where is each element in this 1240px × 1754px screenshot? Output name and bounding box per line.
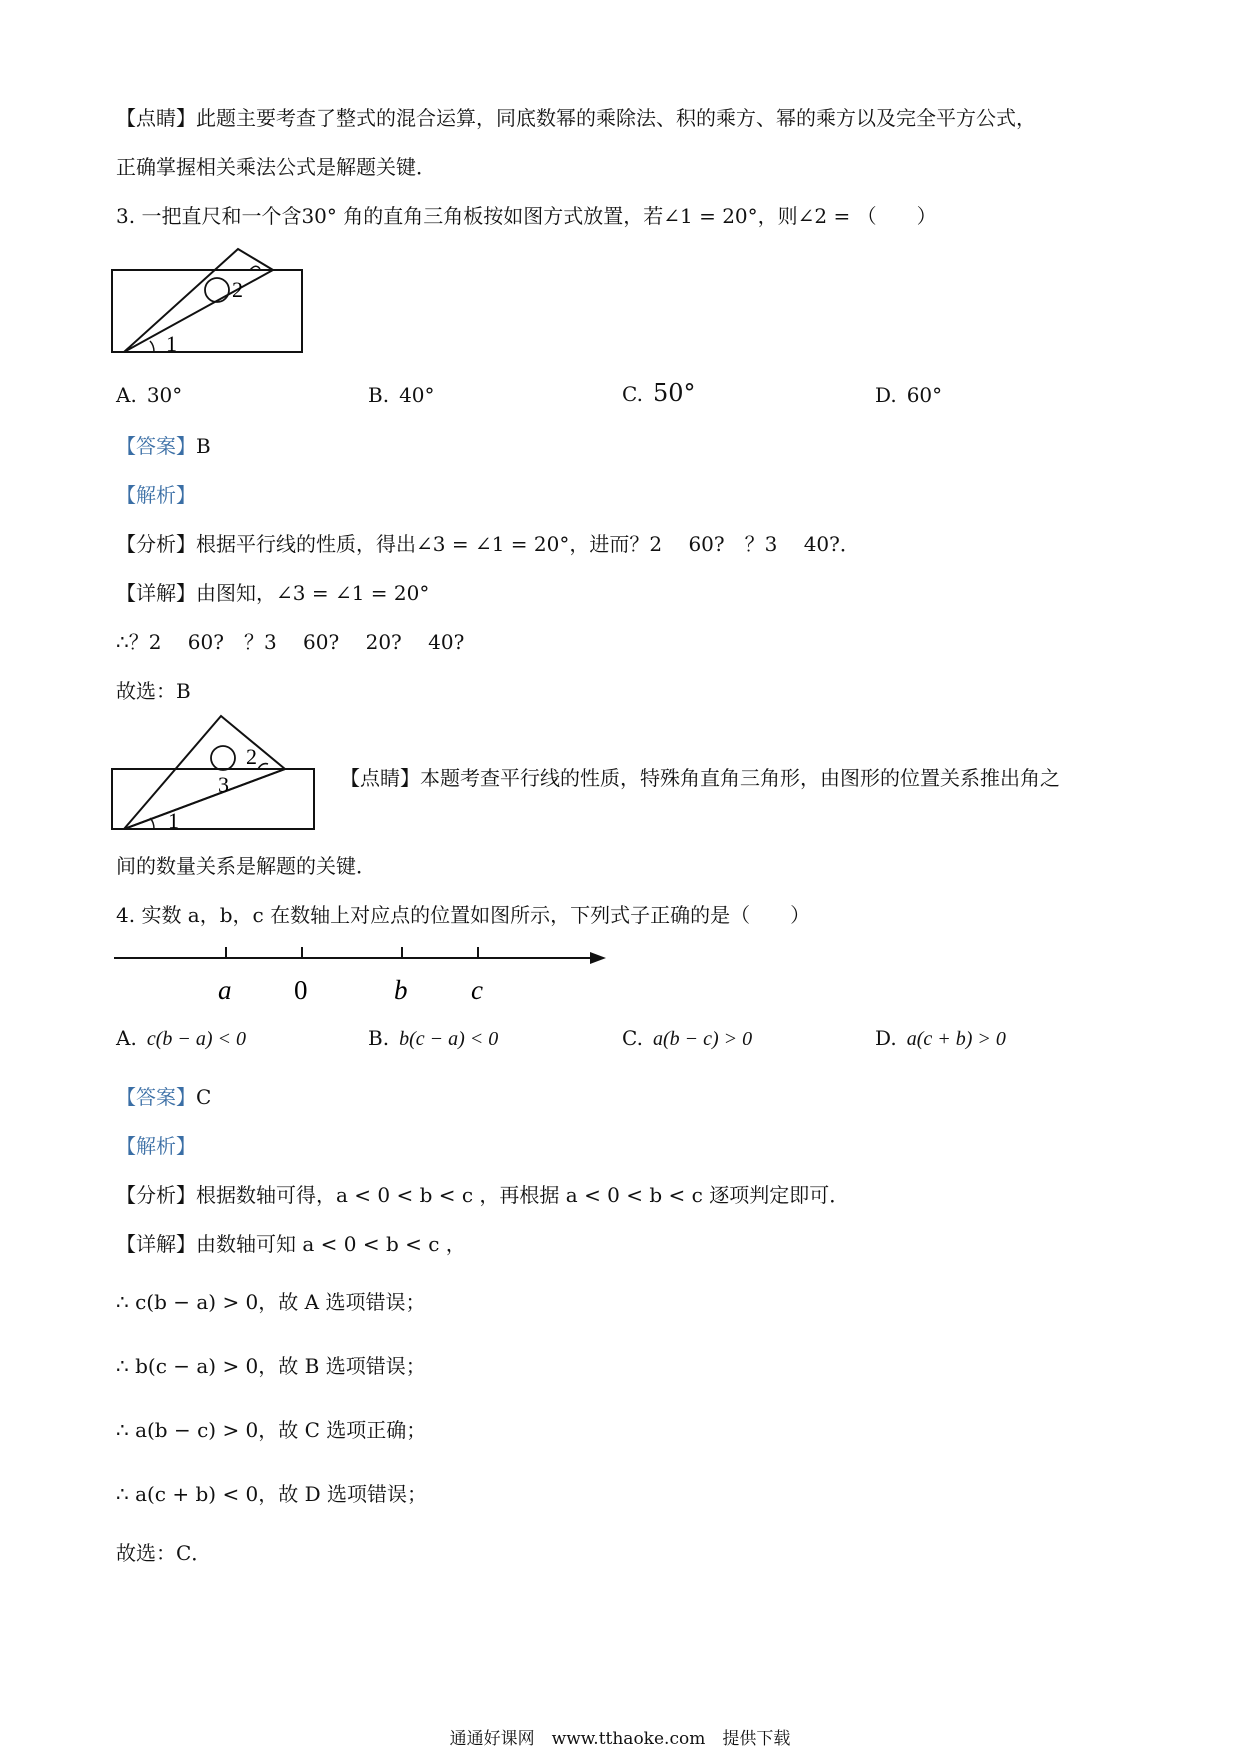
angle-3-label: 3 xyxy=(218,772,229,797)
q4-option-a: A. c(b − a) < 0 xyxy=(116,1026,247,1050)
number-line xyxy=(112,938,612,1010)
triangle-hole xyxy=(205,278,229,302)
q3-option-d: D. 60° xyxy=(875,383,943,407)
q3-figure xyxy=(110,245,310,360)
page-footer: 通通好课网 www.tthaoke.com 提供下载 xyxy=(449,1729,791,1749)
triangle xyxy=(124,716,285,829)
angle-1-label: 1 xyxy=(166,331,177,356)
q3-dianjing: 【点睛】本题考查平行线的性质，特殊角直角三角形，由图形的位置关系推出角之 xyxy=(340,766,1060,790)
q4-analysis-tag: 【解析】 xyxy=(116,1134,196,1158)
q4-fenxi: 【分析】根据数轴可得，a < 0 < b < c ，再根据 a < 0 < b < c 逐项判定即可． xyxy=(116,1183,850,1207)
q3-stem: 3. 一把直尺和一个含30° 角的直角三角板按如图方式放置，若∠1 = 20°，则∠2 = （ ） xyxy=(116,204,937,228)
axis-label-0: 0 xyxy=(294,975,308,1005)
axis-label-c: c xyxy=(471,975,483,1005)
q3-xiangjie: 【详解】由图知，∠3 = ∠1 = 20° xyxy=(116,581,430,605)
q3-option-c: C. 50° xyxy=(622,379,696,407)
q3-choose: 故选：B xyxy=(116,679,191,703)
q3-option-a: A. 30° xyxy=(116,383,183,407)
q4-step-a: ∴ c(b − a) > 0，故 A 选项错误； xyxy=(116,1290,426,1314)
q4-stem: 4. 实数 a，b，c 在数轴上对应点的位置如图所示，下列式子正确的是（ ） xyxy=(116,903,811,927)
angle-1-label: 1 xyxy=(168,808,179,833)
q3-fenxi: 【分析】根据平行线的性质，得出∠3 = ∠1 = 20°，进而？2 60? ？3 40?． xyxy=(116,532,860,556)
comment-tag: 【点睛】 xyxy=(116,106,196,130)
q4-step-d: ∴ a(c + b) < 0，故 D 选项错误； xyxy=(116,1482,428,1506)
q3-dianjing-line2: 间的数量关系是解题的关键． xyxy=(116,854,376,878)
q3-therefore: ∴？2 60? ？3 60? 20? 40? xyxy=(116,630,465,654)
q4-option-c: C. a(b − c) > 0 xyxy=(622,1026,753,1050)
angle-2-label: 2 xyxy=(246,744,257,769)
q4-step-c: ∴ a(b − c) > 0，故 C 选项正确； xyxy=(116,1418,427,1442)
q4-option-d: D. a(c + b) > 0 xyxy=(875,1026,1006,1050)
triangle xyxy=(124,249,273,352)
q3-analysis-tag: 【解析】 xyxy=(116,483,196,507)
comment-text: 此题主要考查了整式的混合运算，同底数幂的乘除法、积的乘方、幂的乘方以及完全平方公式， xyxy=(196,106,1036,130)
arrow-head xyxy=(590,952,606,964)
q3-option-b: B. 40° xyxy=(368,383,435,407)
axis-label-a: a xyxy=(218,975,232,1005)
q4-step-b: ∴ b(c − a) > 0，故 B 选项错误； xyxy=(116,1354,426,1378)
q4-answer: 【答案】C xyxy=(116,1085,212,1109)
angle-2-label: 2 xyxy=(232,277,243,302)
prev-comment-line2: 正确掌握相关乘法公式是解题关键． xyxy=(116,155,436,179)
prev-comment-line1 xyxy=(116,104,1036,132)
ruler-rect xyxy=(112,769,314,829)
axis-label-b: b xyxy=(394,975,408,1005)
q4-choose: 故选：C． xyxy=(116,1541,212,1565)
q4-option-b: B. b(c − a) < 0 xyxy=(368,1026,499,1050)
triangle-hole xyxy=(211,746,235,770)
q3-answer: 【答案】B xyxy=(116,434,211,458)
q4-xiangjie: 【详解】由数轴可知 a < 0 < b < c ， xyxy=(116,1232,466,1256)
q3-figure-2 xyxy=(110,712,320,837)
